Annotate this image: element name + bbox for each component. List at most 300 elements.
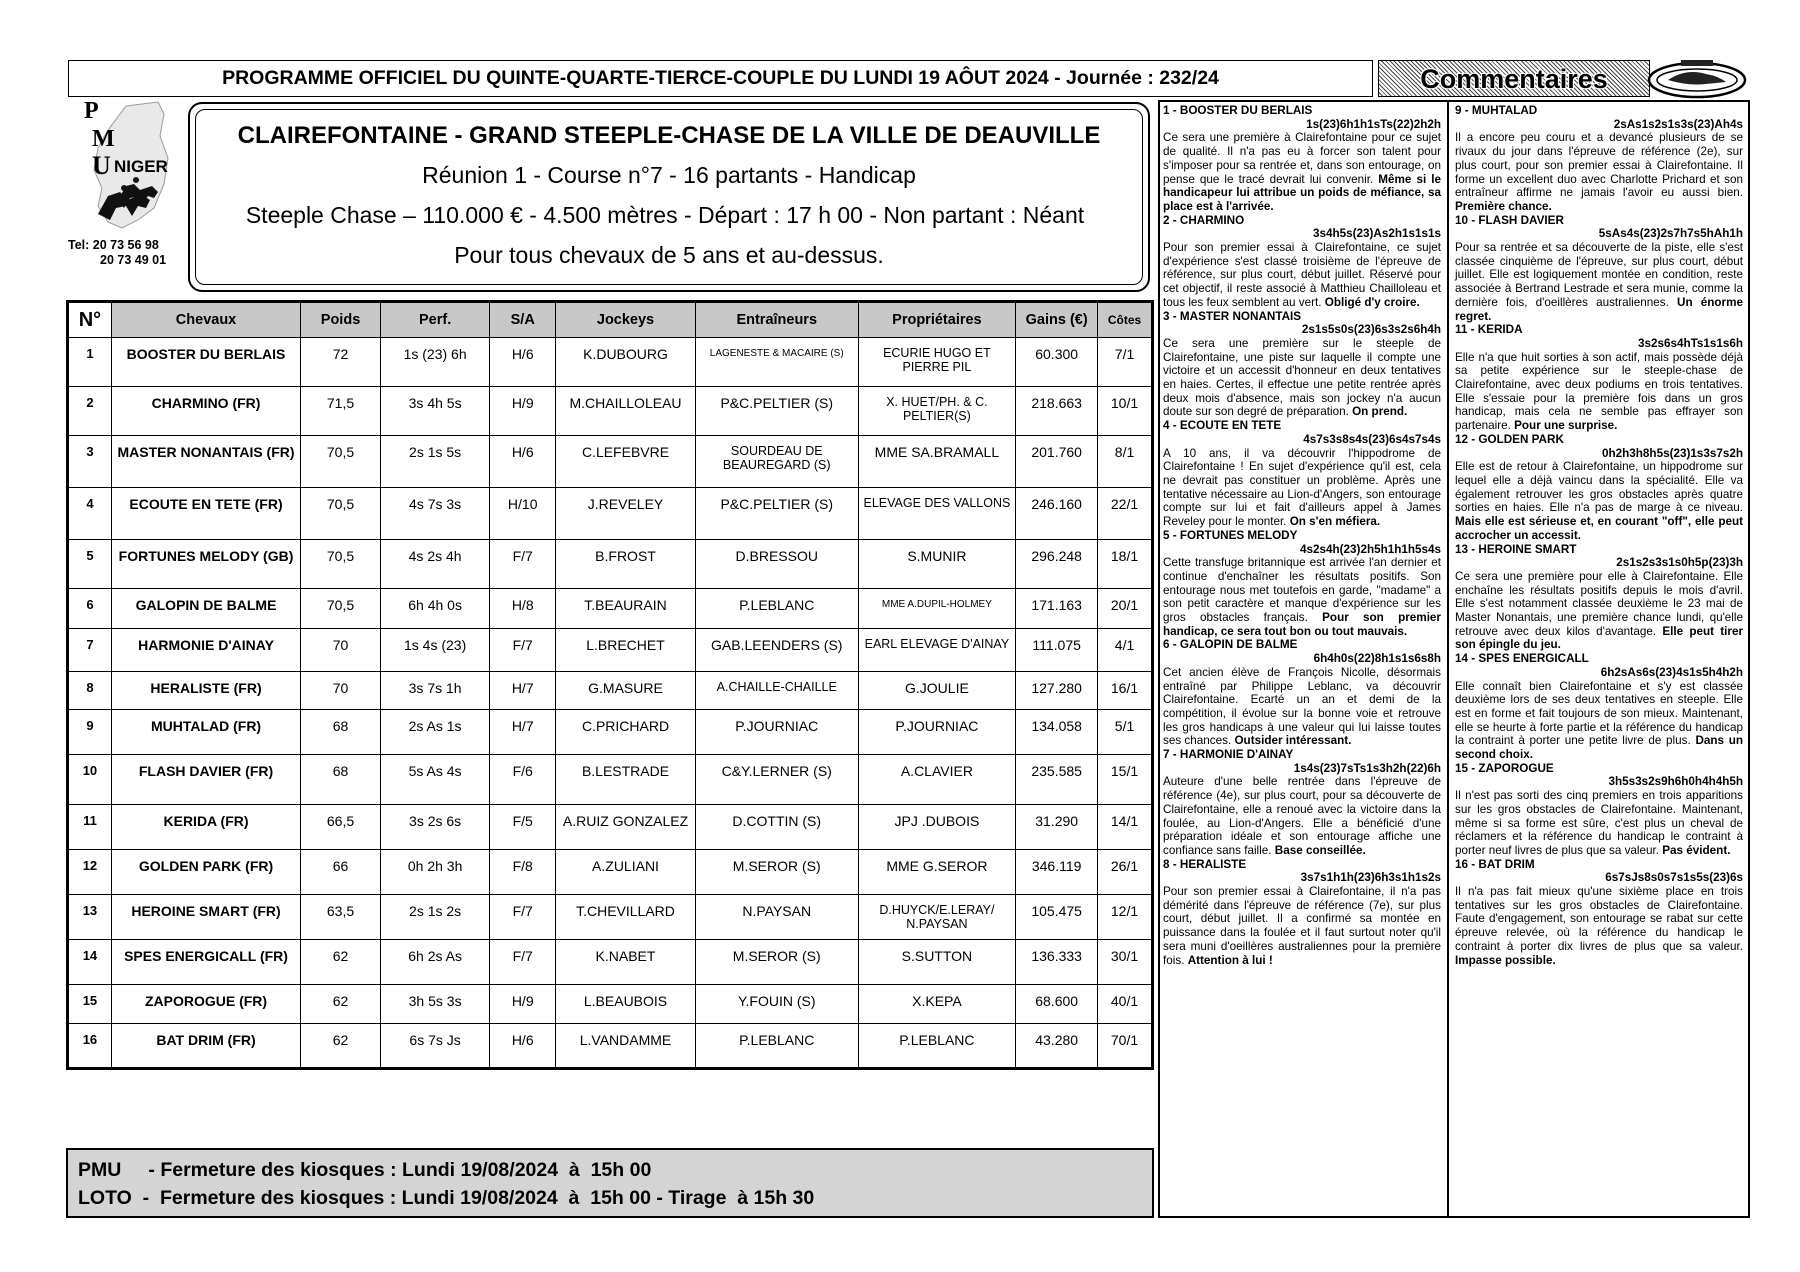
comment-item <box>1455 543 1743 653</box>
cell-earnings: 31.290 <box>1016 805 1098 850</box>
comment-verdict: On prend. <box>1352 405 1408 419</box>
telephone-line-2: 20 73 49 01 <box>100 253 167 267</box>
cell-earnings: 136.333 <box>1016 940 1098 985</box>
cell-weight: 72 <box>301 338 381 387</box>
cell-jockey: L.BRECHET <box>556 629 696 672</box>
table-row <box>68 540 1153 589</box>
comment-musique: 4s2s4h(23)2h5h1h1h5s4s <box>1300 542 1441 556</box>
cell-number: 10 <box>68 755 112 805</box>
cell-owner: ELEVAGE DES VALLONS <box>858 488 1016 540</box>
cell-trainer: LAGENESTE & MACAIRE (S) <box>695 338 858 387</box>
cell-jockey: B.LESTRADE <box>556 755 696 805</box>
comment-verdict: On s'en méfiera. <box>1289 515 1381 529</box>
comment-musique: 3h5s3s2s9h6h0h4h4h5h <box>1608 775 1743 789</box>
comment-item <box>1163 419 1441 529</box>
cell-trainer: P&C.PELTIER (S) <box>695 488 858 540</box>
cell-sex-age: H/7 <box>490 672 556 710</box>
telephone-line-1: Tel: 20 73 56 98 <box>68 238 159 252</box>
cell-weight: 66,5 <box>301 805 381 850</box>
table-row <box>68 436 1153 488</box>
comment-body: Cette transfuge britannique est arrivée l'an dernier et continue d'enchaîner les résultats positifs. Son entourage nous met toutefois en garde, "madame" a son petit caractère et manque d'expérience sur les gros obstacles français. <box>1163 556 1441 625</box>
comment-musique: 6h2sAs6s(23)4s1s5h4h2h <box>1600 665 1743 679</box>
cell-weight: 70,5 <box>301 540 381 589</box>
table-row <box>68 710 1153 755</box>
comment-horse-heading: 5 - FORTUNES MELODY <box>1163 528 1298 542</box>
cell-weight: 62 <box>301 1024 381 1069</box>
cell-owner: G.JOULIE <box>858 672 1016 710</box>
cell-number: 8 <box>68 672 112 710</box>
cell-jockey: C.PRICHARD <box>556 710 696 755</box>
comments-header-label: Commentaires <box>1420 64 1608 94</box>
comment-item <box>1455 762 1743 858</box>
comment-item <box>1455 858 1743 968</box>
comment-horse-heading: 7 - HARMONIE D'AINAY <box>1163 748 1294 762</box>
cell-number: 1 <box>68 338 112 387</box>
cell-odds: 7/1 <box>1098 338 1153 387</box>
runners-table <box>66 300 1154 1070</box>
cell-trainer: GAB.LEENDERS (S) <box>695 629 858 672</box>
cell-jockey: T.BEAURAIN <box>556 589 696 629</box>
cell-number: 14 <box>68 940 112 985</box>
cell-horse: FLASH DAVIER (FR) <box>111 755 300 805</box>
cell-odds: 15/1 <box>1098 755 1153 805</box>
comments-column-right <box>1455 104 1743 967</box>
horse-race-emblem-icon <box>1646 58 1748 100</box>
comment-horse-heading: 3 - MASTER NONANTAIS <box>1163 309 1302 323</box>
comment-text <box>1455 570 1743 652</box>
col-header-horses: Chevaux <box>111 302 300 338</box>
cell-performance: 6s 7s Js <box>380 1024 489 1069</box>
cell-jockey: M.CHAILLOLEAU <box>556 387 696 436</box>
cell-number: 3 <box>68 436 112 488</box>
cell-weight: 68 <box>301 710 381 755</box>
cell-performance: 3s 4h 5s <box>380 387 489 436</box>
table-row <box>68 629 1153 672</box>
cell-sex-age: H/9 <box>490 387 556 436</box>
cell-performance: 0h 2h 3h <box>380 850 489 895</box>
comment-body: Elle connaît bien Clairefontaine et s'y est classée deuxième lors de ses deux tentatives en steeple. Elle est en forme et fait toujours de son mieux. Maintenant, elle se heurte à forte partie et la référence du handicap la contraint à porter une petite livre de plus. <box>1455 679 1743 748</box>
cell-sex-age: H/6 <box>490 1024 556 1069</box>
cell-number: 12 <box>68 850 112 895</box>
cell-trainer: M.SEROR (S) <box>695 940 858 985</box>
cell-earnings: 171.163 <box>1016 589 1098 629</box>
table-row <box>68 850 1153 895</box>
cell-owner: ECURIE HUGO ET PIERRE PIL <box>858 338 1016 387</box>
comment-verdict: Dans un second choix. <box>1455 734 1743 762</box>
cell-performance: 2s 1s 2s <box>380 895 489 940</box>
comment-item <box>1163 310 1441 420</box>
cell-sex-age: H/7 <box>490 710 556 755</box>
comment-horse-heading: 10 - FLASH DAVIER <box>1455 213 1564 227</box>
cell-odds: 14/1 <box>1098 805 1153 850</box>
race-title: CLAIREFONTAINE - GRAND STEEPLE-CHASE DE LA VILLE DE DEAUVILLE <box>237 122 1101 149</box>
comment-text <box>1455 885 1743 967</box>
cell-number: 2 <box>68 387 112 436</box>
comment-horse-heading: 15 - ZAPOROGUE <box>1455 761 1554 775</box>
cell-odds: 26/1 <box>1098 850 1153 895</box>
comment-text <box>1163 885 1441 967</box>
cell-performance: 2s 1s 5s <box>380 436 489 488</box>
comment-item <box>1455 104 1743 214</box>
table-header-row <box>68 302 1153 338</box>
comment-text <box>1455 351 1743 433</box>
comment-horse-heading: 6 - GALOPIN DE BALME <box>1163 638 1298 652</box>
cell-sex-age: H/6 <box>490 338 556 387</box>
footer-loto-line: LOTO - Fermeture des kiosques : Lundi 19/08/2024 à 15h 00 - Tirage à 15h 30 <box>78 1187 815 1209</box>
comment-body: Pour son premier essai à Clairefontaine, ce sujet d'expérience s'est classé troisième de l'épreuve de référence, sur plus court, début juillet. Réservé pour cet objectif, il reste associé à Matthieu Chailloleau et tous les feux semblent au vert. <box>1163 241 1441 309</box>
comment-text <box>1455 789 1743 858</box>
comment-verdict: Mais elle est sérieuse et, en courant "off", elle peut accrocher un accessit. <box>1455 515 1743 542</box>
table-row <box>68 805 1153 850</box>
cell-sex-age: H/10 <box>490 488 556 540</box>
comment-text <box>1455 241 1743 323</box>
kiosk-closing-footer <box>66 1148 1154 1218</box>
comment-horse-heading: 14 - SPES ENERGICALL <box>1455 652 1589 666</box>
logo-letter-p: P <box>84 98 99 124</box>
cell-earnings: 111.075 <box>1016 629 1098 672</box>
cell-owner: X. HUET/PH. & C. PELTIER(S) <box>858 387 1016 436</box>
comment-text <box>1163 131 1441 213</box>
col-header-jockeys: Jockeys <box>556 302 696 338</box>
cell-horse: HERALISTE (FR) <box>111 672 300 710</box>
comment-text <box>1163 666 1441 748</box>
footer-pmu-line: PMU - Fermeture des kiosques : Lundi 19/08/2024 à 15h 00 <box>78 1159 652 1181</box>
comment-body: Ce sera une première sur le steeple de Clairefontaine, une piste sur laquelle il compte une victoire et un accessit d'honneur en deux tentatives en haies. Certes, il effectue une petite rentrée après deux mois d'absence, mais son jockey n'a aucun doute sur son degré de préparation. <box>1163 336 1441 419</box>
logo-letter-m: M <box>92 126 115 152</box>
table-row <box>68 589 1153 629</box>
comment-text <box>1455 131 1743 213</box>
comment-musique: 2s1s2s3s1s0h5p(23)3h <box>1616 556 1743 570</box>
cell-earnings: 201.760 <box>1016 436 1098 488</box>
cell-weight: 70,5 <box>301 589 381 629</box>
cell-sex-age: F/7 <box>490 540 556 589</box>
comment-musique: 0h2h3h8h5s(23)1s3s7s2h <box>1602 446 1743 460</box>
cell-owner: MME A.DUPIL-HOLMEY <box>858 589 1016 629</box>
comment-verdict: Pas évident. <box>1662 843 1731 857</box>
cell-trainer: D.COTTIN (S) <box>695 805 858 850</box>
cell-number: 6 <box>68 589 112 629</box>
comment-body: Il n'est pas sorti des cinq premiers en trois apparitions sur les gros obstacles de Clairefontaine. Maintenant, même si sa forme est sûre, c'est plus un cheval de réclamers et la référence du handicap le contraint à porter neuf livres de plus que sa valeur. <box>1455 789 1743 857</box>
comment-horse-heading: 8 - HERALISTE <box>1163 857 1247 871</box>
comment-musique: 2sAs1s2s1s3s(23)Ah4s <box>1613 117 1743 131</box>
cell-horse: GOLDEN PARK (FR) <box>111 850 300 895</box>
comment-body: A 10 ans, il va découvrir l'hippodrome de Clairefontaine ! En sujet d'expérience qu'il est, cela ne devrait pas constituer un problème. Après une tentative nécessaire au Lion-d'Angers, son entourage compte sur lui et fait d'ailleurs appel à James Reveley pour le monter. <box>1163 446 1441 529</box>
comment-body: Cet ancien élève de François Nicolle, désormais entraîné par Philippe Leblanc, va découvrir Clairefontaine. Ecarté un an et demi de la compétition, il évolue sur la bonne voie et retrouve les gros handicaps à une valeur qui lui laisse toutes ses chances. <box>1163 665 1441 748</box>
comment-item <box>1163 214 1441 310</box>
comment-body: Ce sera une première à Clairefontaine pour ce sujet de qualité. Il n'a pas eu à forcer son talent pour s'imposer pour sa rentrée et, dans son entourage, on pense que le tracé devrait lui convenir. <box>1163 131 1441 186</box>
table-row <box>68 672 1153 710</box>
cell-trainer: P&C.PELTIER (S) <box>695 387 858 436</box>
cell-horse: ECOUTE EN TETE (FR) <box>111 488 300 540</box>
telephone-contacts <box>68 238 180 268</box>
comment-horse-heading: 1 - BOOSTER DU BERLAIS <box>1163 104 1313 117</box>
comment-verdict: Obligé d'y croire. <box>1324 295 1420 309</box>
race-meeting-info: Réunion 1 - Course n°7 - 16 partants - Handicap <box>422 162 916 188</box>
cell-trainer: SOURDEAU DE BEAUREGARD (S) <box>695 436 858 488</box>
comment-musique: 1s4s(23)7sTs1s3h2h(22)6h <box>1293 761 1441 775</box>
cell-odds: 5/1 <box>1098 710 1153 755</box>
cell-jockey: B.FROST <box>556 540 696 589</box>
cell-earnings: 246.160 <box>1016 488 1098 540</box>
comment-item <box>1455 652 1743 762</box>
comment-horse-heading: 11 - KERIDA <box>1455 323 1523 337</box>
cell-earnings: 235.585 <box>1016 755 1098 805</box>
comment-body: Il n'a pas fait mieux qu'une sixième place en trois tentatives sur les gros obstacles de Clairefontaine. Faute d'engagement, son entourage se rabat sur cette épreuve relevée, où la référence du handicap le contraint à porter dix livres de plus que sa valeur. <box>1455 885 1743 953</box>
cell-jockey: A.RUIZ GONZALEZ <box>556 805 696 850</box>
table-row <box>68 985 1153 1024</box>
comment-text <box>1163 556 1441 638</box>
cell-jockey: J.REVELEY <box>556 488 696 540</box>
cell-trainer: M.SEROR (S) <box>695 850 858 895</box>
cell-weight: 63,5 <box>301 895 381 940</box>
cell-number: 4 <box>68 488 112 540</box>
comment-verdict: Outsider intéressant. <box>1234 734 1352 748</box>
cell-weight: 62 <box>301 985 381 1024</box>
cell-odds: 18/1 <box>1098 540 1153 589</box>
comment-item <box>1455 323 1743 433</box>
cell-weight: 70,5 <box>301 436 381 488</box>
comment-verdict: Même si le handicapeur lui attribue un poids de méfiance, sa place est à l'arrivée. <box>1163 172 1441 213</box>
comment-text <box>1163 241 1441 310</box>
comment-body: Elle est de retour à Clairefontaine, un hippodrome sur lequel elle a déjà vaincu dans la spécialité. Elle va également retrouver les gros obstacles après quatre sorties en haies. Elle n'a pas de marge à ce niveau. <box>1455 460 1743 515</box>
table-row <box>68 940 1153 985</box>
comment-verdict: Pour son premier handicap, ce sera tout bon ou tout mauvais. <box>1163 611 1441 638</box>
comment-verdict: Base conseillée. <box>1274 843 1366 857</box>
comment-horse-heading: 2 - CHARMINO <box>1163 213 1245 227</box>
cell-weight: 71,5 <box>301 387 381 436</box>
cell-horse: HARMONIE D'AINAY <box>111 629 300 672</box>
cell-sex-age: F/7 <box>490 940 556 985</box>
cell-odds: 22/1 <box>1098 488 1153 540</box>
cell-sex-age: H/8 <box>490 589 556 629</box>
col-header-odds: Côtes <box>1098 302 1153 338</box>
cell-horse: GALOPIN DE BALME <box>111 589 300 629</box>
table-row <box>68 755 1153 805</box>
cell-performance: 3s 2s 6s <box>380 805 489 850</box>
cell-horse: FORTUNES MELODY (GB) <box>111 540 300 589</box>
col-header-earnings: Gains (€) <box>1016 302 1098 338</box>
cell-trainer: C&Y.LERNER (S) <box>695 755 858 805</box>
cell-horse: MASTER NONANTAIS (FR) <box>111 436 300 488</box>
comment-text <box>1455 460 1743 542</box>
cell-performance: 4s 7s 3s <box>380 488 489 540</box>
col-header-performance: Perf. <box>380 302 489 338</box>
cell-odds: 70/1 <box>1098 1024 1153 1069</box>
comment-musique: 3s4h5s(23)As2h1s1s1s <box>1312 227 1441 241</box>
table-row <box>68 895 1153 940</box>
logo-letter-u: U <box>92 151 111 180</box>
comment-item <box>1163 748 1441 858</box>
comment-verdict: Elle peut tirer son épingle du jeu. <box>1455 624 1743 652</box>
cell-performance: 6h 2s As <box>380 940 489 985</box>
comment-horse-heading: 4 - ECOUTE EN TETE <box>1163 419 1282 433</box>
comment-body: Ce sera une première pour elle à Clairefontaine. Elle enchaîne les résultats positifs depuis le mois d'avril. Elle s'est notamment classée deuxième le 23 mai de Master Nonantais, une première chance lundi, qu'elle retrouve avec deux kilos d'avantage. <box>1455 569 1743 638</box>
comment-musique: 3s7s1h1h(23)6h3s1h1s2s <box>1300 871 1441 885</box>
cell-horse: CHARMINO (FR) <box>111 387 300 436</box>
comment-verdict: Pour une surprise. <box>1514 419 1618 433</box>
cell-owner: S.SUTTON <box>858 940 1016 985</box>
cell-number: 5 <box>68 540 112 589</box>
cell-performance: 5s As 4s <box>380 755 489 805</box>
cell-trainer: Y.FOUIN (S) <box>695 985 858 1024</box>
cell-number: 7 <box>68 629 112 672</box>
cell-sex-age: H/6 <box>490 436 556 488</box>
cell-jockey: L.VANDAMME <box>556 1024 696 1069</box>
comment-body: Il a encore peu couru et a devancé plusieurs de se rivaux du jour dans l'épreuve de référence (2e), sur plus court, pour son premier essai à Clairefontaine. Il forme un excellent duo avec Charlotte Prichard et son entraîneur affirme ne jamais l'avoir eu aussi bien. <box>1455 131 1743 200</box>
cell-owner: EARL ELEVAGE D'AINAY <box>858 629 1016 672</box>
comment-item <box>1163 638 1441 748</box>
cell-number: 15 <box>68 985 112 1024</box>
cell-earnings: 105.475 <box>1016 895 1098 940</box>
comment-body: Pour son premier essai à Clairefontaine, il n'a pas démérité dans l'épreuve de référence (7e), sur plus court, début juillet. Il a confirmé sa montée en puissance dans la foulée et il faut surtout noter qu'il sera muni d'oeillères australiennes pour la première fois. <box>1163 885 1441 967</box>
col-header-sex-age: S/A <box>490 302 556 338</box>
comment-musique: 6s7sJs8s0s7s1s5s(23)6s <box>1605 871 1743 885</box>
cell-jockey: K.NABET <box>556 940 696 985</box>
cell-jockey: L.BEAUBOIS <box>556 985 696 1024</box>
cell-earnings: 68.600 <box>1016 985 1098 1024</box>
cell-performance: 3s 7s 1h <box>380 672 489 710</box>
cell-horse: BAT DRIM (FR) <box>111 1024 300 1069</box>
cell-jockey: A.ZULIANI <box>556 850 696 895</box>
cell-horse: KERIDA (FR) <box>111 805 300 850</box>
cell-odds: 40/1 <box>1098 985 1153 1024</box>
table-row <box>68 338 1153 387</box>
cell-owner: X.KEPA <box>858 985 1016 1024</box>
comments-header <box>1378 60 1650 97</box>
cell-odds: 8/1 <box>1098 436 1153 488</box>
cell-owner: MME G.SEROR <box>858 850 1016 895</box>
cell-trainer: P.JOURNIAC <box>695 710 858 755</box>
cell-number: 11 <box>68 805 112 850</box>
cell-odds: 20/1 <box>1098 589 1153 629</box>
logo-word-niger: NIGER <box>114 157 168 176</box>
cell-number: 13 <box>68 895 112 940</box>
cell-performance: 4s 2s 4h <box>380 540 489 589</box>
program-title-banner: PROGRAMME OFFICIEL DU QUINTE-QUARTE-TIERCE-COUPLE DU LUNDI 19 AÔUT 2024 - Journée : 232/24 <box>68 60 1373 97</box>
cell-jockey: C.LEFEBVRE <box>556 436 696 488</box>
comment-item <box>1163 104 1441 214</box>
comment-horse-heading: 16 - BAT DRIM <box>1455 857 1535 871</box>
cell-jockey: T.CHEVILLARD <box>556 895 696 940</box>
cell-odds: 12/1 <box>1098 895 1153 940</box>
cell-performance: 3h 5s 3s <box>380 985 489 1024</box>
cell-earnings: 134.058 <box>1016 710 1098 755</box>
cell-trainer: N.PAYSAN <box>695 895 858 940</box>
cell-owner: MME SA.BRAMALL <box>858 436 1016 488</box>
comment-text <box>1455 680 1743 762</box>
cell-earnings: 346.119 <box>1016 850 1098 895</box>
cell-trainer: A.CHAILLE-CHAILLE <box>695 672 858 710</box>
cell-trainer: P.LEBLANC <box>695 1024 858 1069</box>
comment-body: Elle n'a que huit sorties à son actif, mais possède déjà sa petite expérience sur le steeple-chase de Clairefontaine, avec deux podiums en trois tentatives. Elle s'essaie pour la première fois dans un gros handicap, mais cela ne semble pas effrayer son partenaire. <box>1455 350 1743 433</box>
cell-number: 16 <box>68 1024 112 1069</box>
cell-weight: 70,5 <box>301 488 381 540</box>
comment-body: Auteure d'une belle rentrée dans l'épreuve de référence (4e), sur plus court, pour sa découverte de Clairefontaine, elle a renoué avec la victoire dans la foulée, au Lion-d'Angers. Elle a bénéficié d'une préparation idéale et son entourage affiche une confiance sans faille. <box>1163 775 1441 857</box>
cell-weight: 68 <box>301 755 381 805</box>
comment-text <box>1163 337 1441 419</box>
cell-sex-age: F/7 <box>490 629 556 672</box>
cell-sex-age: F/5 <box>490 805 556 850</box>
cell-weight: 70 <box>301 629 381 672</box>
cell-weight: 66 <box>301 850 381 895</box>
comment-musique: 3s2s6s4hTs1s1s6h <box>1637 336 1743 350</box>
cell-jockey: G.MASURE <box>556 672 696 710</box>
cell-horse: MUHTALAD (FR) <box>111 710 300 755</box>
cell-earnings: 218.663 <box>1016 387 1098 436</box>
cell-number: 9 <box>68 710 112 755</box>
comments-column-divider <box>1447 100 1449 1218</box>
cell-earnings: 60.300 <box>1016 338 1098 387</box>
cell-trainer: P.LEBLANC <box>695 589 858 629</box>
cell-odds: 10/1 <box>1098 387 1153 436</box>
race-eligibility: Pour tous chevaux de 5 ans et au-dessus. <box>454 242 884 268</box>
pmu-niger-logo <box>68 96 180 246</box>
comment-text <box>1163 775 1441 857</box>
comment-verdict: Un énorme regret. <box>1455 295 1743 323</box>
race-info-box <box>188 102 1150 292</box>
cell-weight: 70 <box>301 672 381 710</box>
cell-horse: HEROINE SMART (FR) <box>111 895 300 940</box>
cell-performance: 2s As 1s <box>380 710 489 755</box>
cell-odds: 30/1 <box>1098 940 1153 985</box>
cell-weight: 62 <box>301 940 381 985</box>
cell-odds: 4/1 <box>1098 629 1153 672</box>
comment-musique: 4s7s3s8s4s(23)6s4s7s4s <box>1303 432 1441 446</box>
comment-musique: 6h4h0s(22)8h1s1s6s8h <box>1313 652 1441 666</box>
comment-item <box>1163 858 1441 968</box>
comment-body: Pour sa rentrée et sa découverte de la piste, elle s'est classée cinquième de l'épreuve, sur plus court, début juillet. Elle est logiquement montée en condition, reste associée à Bertrand Lestrade et sera munie, comme la dernière fois, d'oeillères australiennes. <box>1455 241 1743 309</box>
cell-sex-age: F/7 <box>490 895 556 940</box>
col-header-weight: Poids <box>301 302 381 338</box>
cell-owner: P.LEBLANC <box>858 1024 1016 1069</box>
col-header-trainers: Entraîneurs <box>695 302 858 338</box>
col-header-owners: Propriétaires <box>858 302 1016 338</box>
comment-item <box>1163 529 1441 639</box>
comment-verdict: Attention à lui ! <box>1187 953 1273 967</box>
comment-musique: 1s(23)6h1h1sTs(22)2h2h <box>1306 117 1441 131</box>
cell-trainer: D.BRESSOU <box>695 540 858 589</box>
comment-horse-heading: 9 - MUHTALAD <box>1455 104 1538 117</box>
cell-performance: 1s 4s (23) <box>380 629 489 672</box>
cell-owner: S.MUNIR <box>858 540 1016 589</box>
cell-horse: SPES ENERGICALL (FR) <box>111 940 300 985</box>
table-row <box>68 1024 1153 1069</box>
cell-earnings: 296.248 <box>1016 540 1098 589</box>
cell-horse: BOOSTER DU BERLAIS <box>111 338 300 387</box>
race-conditions: Steeple Chase – 110.000 € - 4.500 mètres - Départ : 17 h 00 - Non partant : Néant <box>245 202 1085 228</box>
comment-item <box>1455 433 1743 543</box>
comment-horse-heading: 12 - GOLDEN PARK <box>1455 432 1564 446</box>
cell-earnings: 43.280 <box>1016 1024 1098 1069</box>
cell-earnings: 127.280 <box>1016 672 1098 710</box>
cell-odds: 16/1 <box>1098 672 1153 710</box>
comment-item <box>1455 214 1743 324</box>
table-row <box>68 488 1153 540</box>
comment-text <box>1163 447 1441 529</box>
cell-sex-age: F/6 <box>490 755 556 805</box>
cell-owner: P.JOURNIAC <box>858 710 1016 755</box>
cell-owner: D.HUYCK/E.LERAY/ N.PAYSAN <box>858 895 1016 940</box>
comments-column-left <box>1163 104 1441 967</box>
cell-jockey: K.DUBOURG <box>556 338 696 387</box>
col-header-number: N° <box>68 302 112 338</box>
cell-performance: 1s (23) 6h <box>380 338 489 387</box>
cell-horse: ZAPOROGUE (FR) <box>111 985 300 1024</box>
comment-verdict: Impasse possible. <box>1455 953 1556 967</box>
cell-owner: JPJ .DUBOIS <box>858 805 1016 850</box>
cell-performance: 6h 4h 0s <box>380 589 489 629</box>
cell-sex-age: H/9 <box>490 985 556 1024</box>
